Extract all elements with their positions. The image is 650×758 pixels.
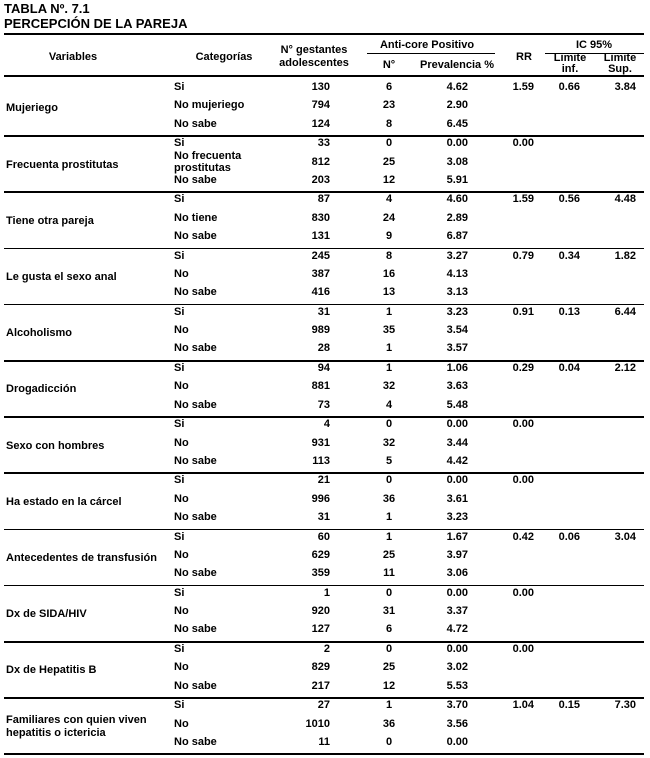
gestantes-count: 131 (311, 230, 330, 242)
ic-upper-value: 6.44 (614, 305, 636, 318)
category-label: No (174, 380, 189, 393)
rr-value: 0.00 (512, 418, 534, 431)
variable-name: Frecuenta prostitutas (6, 158, 119, 171)
ic-lower-value: 0.56 (558, 193, 580, 206)
category-label: No sabe (174, 286, 217, 299)
anticore-count: 8 (385, 117, 393, 130)
gestantes-count: 94 (317, 362, 330, 374)
prevalencia-value: 3.23 (446, 305, 468, 318)
category-label: Si (174, 362, 185, 374)
variable-name: Dx de Hepatitis B (6, 664, 97, 677)
table-bottom-rule (4, 753, 644, 755)
ic-lower-value: 0.13 (558, 305, 580, 318)
gestantes-count: 1010 (305, 717, 330, 730)
category-label: No (174, 324, 189, 337)
anticore-count: 1 (385, 305, 393, 318)
gestantes-count: 881 (311, 380, 330, 393)
variable-name: hepatitis o ictericia (6, 727, 106, 739)
prevalencia-value: 4.72 (446, 623, 468, 636)
gestantes-count: 416 (311, 286, 330, 299)
anticore-count: 1 (385, 511, 393, 523)
anticore-count: 12 (382, 173, 396, 186)
variable-name: Sexo con hombres (6, 439, 105, 452)
variable-name: Le gusta el sexo anal (6, 270, 117, 283)
anticore-count: 32 (382, 380, 396, 393)
gestantes-count: 387 (311, 267, 330, 280)
anticore-count: 1 (385, 342, 393, 355)
rr-value: 0.42 (512, 530, 534, 543)
gestantes-count: 31 (317, 305, 330, 318)
gestantes-count: 920 (311, 605, 330, 618)
header-ls-sup: Sup. (608, 63, 632, 75)
gestantes-count: 2 (323, 643, 330, 655)
header-categorias: Categorías (195, 51, 253, 63)
ic-lower-value: 0.15 (558, 699, 580, 712)
anticore-count: 25 (382, 661, 396, 674)
anticore-count: 12 (382, 679, 396, 692)
category-label: Si (174, 249, 185, 262)
category-label: No sabe (174, 454, 217, 467)
variable-name: Tiene otra pareja (6, 214, 94, 227)
category-label: No tiene (174, 211, 218, 224)
anticore-count: 35 (382, 324, 396, 337)
gestantes-count: 830 (311, 211, 330, 224)
category-label: No frecuenta (174, 149, 242, 162)
gestantes-count: 794 (311, 99, 330, 112)
prevalencia-value: 3.08 (446, 155, 468, 168)
ic-lower-value: 0.04 (558, 362, 580, 374)
prevalencia-value: 3.37 (446, 605, 468, 618)
anticore-count: 36 (382, 492, 396, 505)
category-label: Si (174, 643, 185, 655)
prevalencia-value: 1.06 (446, 362, 468, 374)
rr-value: 0.00 (512, 137, 534, 150)
gestantes-count: 989 (311, 324, 330, 337)
header-rr: RR (516, 51, 532, 63)
category-label: Si (174, 586, 185, 599)
header-anticore: Anti-core Positivo (379, 39, 475, 51)
header-n: N° (382, 59, 396, 71)
anticore-count: 0 (385, 586, 393, 599)
anticore-count: 0 (385, 735, 393, 748)
prevalencia-value: 0.00 (446, 643, 468, 655)
anticore-count: 36 (382, 717, 396, 730)
ic-lower-value: 0.34 (558, 249, 580, 262)
anticore-count: 13 (382, 286, 396, 299)
prevalencia-value: 0.00 (446, 735, 468, 748)
prevalencia-value: 3.44 (446, 436, 468, 449)
variable-name: Mujeriego (6, 102, 58, 115)
anticore-count: 24 (382, 211, 396, 224)
prevalencia-value: 0.00 (446, 137, 468, 150)
anticore-count: 0 (385, 137, 393, 150)
gestantes-count: 113 (312, 454, 330, 467)
prevalencia-value: 1.67 (446, 530, 468, 543)
category-label: Si (174, 418, 185, 431)
anticore-underline (367, 53, 495, 54)
gestantes-count: 130 (311, 81, 330, 93)
gestantes-count: 629 (311, 548, 330, 561)
anticore-count: 0 (385, 418, 393, 431)
gestantes-count: 812 (311, 155, 330, 168)
variable-name: Drogadicción (6, 383, 77, 396)
gestantes-count: 28 (317, 342, 330, 355)
prevalencia-value: 2.90 (446, 99, 468, 112)
table-title: PERCEPCIÓN DE LA PAREJA (4, 16, 188, 31)
gestantes-count: 31 (317, 511, 330, 523)
ic-lower-value: 0.66 (558, 81, 580, 93)
rr-value: 0.00 (512, 474, 534, 487)
anticore-count: 0 (385, 474, 393, 487)
variable-name: Ha estado en la cárcel (6, 495, 122, 508)
anticore-count: 6 (385, 81, 393, 93)
gestantes-count: 245 (311, 249, 330, 262)
category-label: Si (174, 530, 185, 543)
anticore-count: 4 (385, 398, 393, 411)
gestantes-count: 1 (323, 586, 330, 599)
category-label: No (174, 267, 189, 280)
gestantes-count: 33 (317, 137, 330, 150)
header-prevalencia: Prevalencia % (420, 59, 494, 71)
header-li-inf: inf. (561, 63, 579, 75)
ic-upper-value: 2.12 (614, 362, 636, 374)
gestantes-count: 73 (317, 398, 330, 411)
ic-lower-value: 0.06 (558, 530, 580, 543)
anticore-count: 5 (385, 454, 393, 467)
gestantes-count: 931 (311, 436, 330, 449)
category-label: No (174, 436, 189, 449)
anticore-count: 1 (385, 362, 393, 374)
variable-name: Familiares con quien viven (6, 714, 147, 726)
prevalencia-value: 2.89 (446, 211, 468, 224)
prevalencia-value: 5.53 (446, 679, 468, 692)
category-label: No sabe (174, 735, 217, 748)
gestantes-count: 996 (311, 492, 330, 505)
prevalencia-value: 3.97 (446, 548, 468, 561)
anticore-count: 9 (385, 230, 393, 242)
anticore-count: 32 (382, 436, 396, 449)
gestantes-count: 21 (317, 474, 330, 487)
gestantes-count: 4 (323, 418, 330, 431)
prevalencia-value: 5.48 (446, 398, 468, 411)
prevalencia-value: 6.45 (446, 117, 468, 130)
prevalencia-value: 3.57 (446, 342, 468, 355)
rr-value: 0.91 (512, 305, 534, 318)
prevalencia-value: 5.91 (446, 173, 468, 186)
category-label: No mujeriego (174, 99, 245, 112)
gestantes-count: 87 (317, 193, 330, 206)
rr-value: 0.00 (512, 643, 534, 655)
ic-upper-value: 3.04 (614, 530, 636, 543)
prevalencia-value: 3.61 (446, 492, 468, 505)
prevalencia-value: 3.23 (446, 511, 468, 523)
table-top-rule (4, 33, 644, 35)
prevalencia-value: 0.00 (446, 474, 468, 487)
variable-name: Dx de SIDA/HIV (6, 608, 87, 621)
anticore-count: 16 (382, 267, 396, 280)
category-label: No (174, 605, 189, 618)
category-label: Si (174, 305, 185, 318)
rr-value: 1.59 (512, 81, 534, 93)
prevalencia-value: 3.13 (446, 286, 468, 299)
anticore-count: 11 (383, 567, 395, 580)
anticore-count: 23 (382, 99, 396, 112)
gestantes-count: 127 (311, 623, 330, 636)
category-label: No (174, 717, 189, 730)
gestantes-count: 829 (311, 661, 330, 674)
category-label: No sabe (174, 679, 217, 692)
prevalencia-value: 4.13 (446, 267, 468, 280)
category-label: Si (174, 193, 185, 206)
header-variables: Variables (48, 51, 98, 63)
category-label: Si (174, 137, 185, 150)
header-li: Limite (553, 52, 587, 64)
anticore-count: 25 (382, 155, 396, 168)
prevalencia-value: 3.06 (446, 567, 468, 580)
category-label: No sabe (174, 623, 217, 636)
gestantes-count: 217 (311, 679, 330, 692)
prevalencia-value: 3.56 (446, 717, 468, 730)
anticore-count: 8 (385, 249, 393, 262)
anticore-count: 31 (382, 605, 396, 618)
ic-upper-value: 4.48 (614, 193, 636, 206)
category-label: No (174, 492, 189, 505)
header-adolescentes: adolescentes (279, 57, 349, 69)
variable-name: Alcoholismo (6, 327, 73, 340)
category-label: No sabe (174, 398, 217, 411)
prevalencia-value: 3.27 (446, 249, 468, 262)
prevalencia-value: 4.62 (446, 81, 468, 93)
gestantes-count: 203 (311, 173, 330, 186)
variable-name: Antecedentes de transfusión (6, 551, 157, 564)
table-number: TABLA Nº. 7.1 (4, 1, 90, 16)
ic-upper-value: 7.30 (614, 699, 636, 712)
prevalencia-value: 0.00 (446, 586, 468, 599)
category-label: No (174, 548, 189, 561)
rr-value: 0.00 (512, 586, 534, 599)
category-label: No sabe (174, 567, 217, 580)
prevalencia-value: 6.87 (446, 230, 468, 242)
category-label: No sabe (174, 511, 217, 523)
prevalencia-value: 3.63 (446, 380, 468, 393)
header-ls: Limite (603, 52, 637, 64)
prevalencia-value: 3.70 (446, 699, 468, 712)
rr-value: 1.59 (512, 193, 534, 206)
gestantes-count: 11 (318, 735, 330, 748)
rr-value: 1.04 (512, 699, 534, 712)
category-label: No sabe (174, 230, 217, 242)
prevalencia-value: 3.54 (446, 324, 468, 337)
category-label: No sabe (174, 342, 217, 355)
gestantes-count: 124 (311, 117, 330, 130)
category-label: Si (174, 474, 185, 487)
anticore-count: 6 (385, 623, 393, 636)
anticore-count: 25 (382, 548, 396, 561)
category-label: Si (174, 81, 185, 93)
anticore-count: 1 (385, 699, 393, 712)
anticore-count: 1 (385, 530, 393, 543)
anticore-count: 0 (385, 643, 393, 655)
gestantes-count: 60 (317, 530, 330, 543)
header-gestantes: N° gestantes (280, 44, 348, 56)
category-label: No (174, 661, 189, 674)
category-label: prostitutas (174, 161, 231, 174)
category-label: No sabe (174, 173, 217, 186)
category-label: No sabe (174, 117, 217, 130)
gestantes-count: 359 (311, 567, 330, 580)
rr-value: 0.79 (512, 249, 534, 262)
anticore-count: 4 (385, 193, 393, 206)
ic-upper-value: 1.82 (614, 249, 636, 262)
rr-value: 0.29 (512, 362, 534, 374)
header-bottom-rule (4, 75, 644, 77)
prevalencia-value: 4.60 (446, 193, 468, 206)
header-ic: IC 95% (575, 39, 613, 51)
gestantes-count: 27 (317, 699, 330, 712)
category-label: Si (174, 699, 185, 712)
prevalencia-value: 4.42 (446, 454, 468, 467)
prevalencia-value: 0.00 (446, 418, 468, 431)
ic-upper-value: 3.84 (614, 81, 636, 93)
prevalencia-value: 3.02 (446, 661, 468, 674)
